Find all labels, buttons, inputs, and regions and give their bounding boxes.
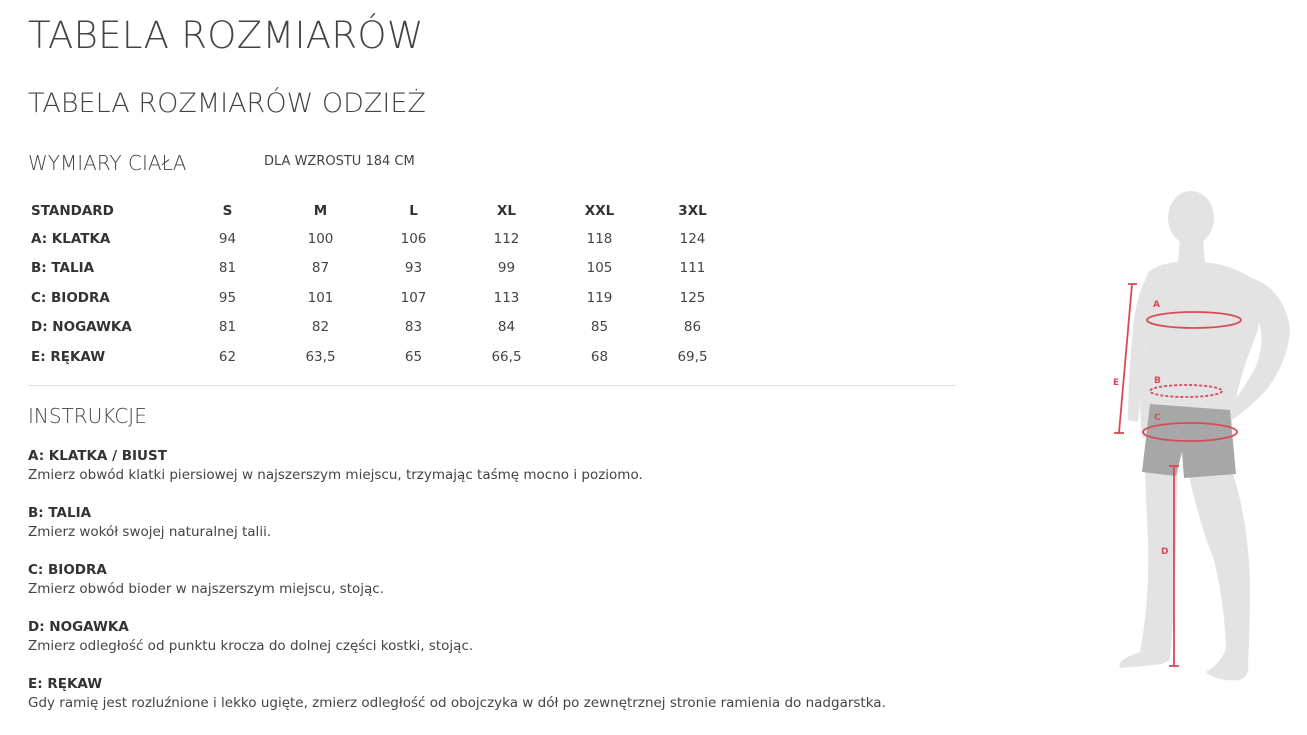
instruction-text: Zmierz obwód klatki piersiowej w najszerszym miejscu, trzymając taśmę mocno i poziomo. (28, 467, 643, 483)
instruction-heading: A: KLATKA / BIUST (28, 448, 167, 464)
instruction-heading: D: NOGAWKA (28, 619, 129, 635)
body-measurement-figure (1100, 185, 1300, 695)
section-divider (28, 385, 956, 386)
header-size-xl: XL (496, 203, 516, 219)
table-cell: 65 (404, 348, 423, 365)
instruction-text: Gdy ramię jest rozluźnione i lekko ugięte, zmierz odległość od obojczyka w dół po zewnętrznej stronie ramienia do nadgarstka. (28, 695, 886, 711)
table-cell: 118 (586, 230, 613, 247)
table-cell: 81 (218, 260, 237, 277)
table-row (28, 254, 739, 284)
instruction-text: Zmierz obwód bioder w najszerszym miejscu, stojąc. (28, 581, 384, 597)
table-cell: 62 (218, 348, 237, 365)
instruction-item (28, 562, 384, 597)
page-subtitle: TABELA ROZMIARÓW ODZIEŻ (28, 88, 426, 119)
instruction-text: Zmierz wokół swojej naturalnej talii. (28, 524, 272, 540)
instruction-item (28, 676, 886, 711)
table-cell: 99 (497, 260, 516, 277)
label-b: B (1154, 376, 1161, 386)
row-label: E: RĘKAW (31, 348, 106, 365)
table-cell: 106 (400, 230, 427, 247)
row-label: B: TALIA (31, 260, 95, 277)
table-cell: 81 (218, 319, 237, 336)
label-a: A (1153, 300, 1160, 310)
size-table-header-row (28, 198, 739, 224)
header-size-m: M (313, 203, 328, 219)
body-measurements-title: WYMIARY CIAŁA (28, 151, 187, 175)
table-cell: 82 (311, 319, 330, 336)
instruction-heading: E: RĘKAW (28, 676, 103, 692)
table-cell: 69,5 (677, 348, 708, 365)
table-cell: 124 (679, 230, 706, 247)
instruction-heading: C: BIODRA (28, 562, 107, 578)
table-cell: 105 (586, 260, 613, 277)
header-size-3xl: 3XL (678, 203, 707, 219)
size-table (28, 198, 739, 372)
table-cell: 101 (307, 289, 334, 306)
label-c: C (1154, 413, 1161, 423)
table-cell: 113 (493, 289, 520, 306)
table-cell: 86 (683, 319, 702, 336)
table-cell: 66,5 (491, 348, 522, 365)
table-cell: 111 (679, 260, 706, 277)
table-cell: 93 (404, 260, 423, 277)
table-cell: 125 (679, 289, 706, 306)
table-cell: 94 (218, 230, 237, 247)
table-cell: 95 (218, 289, 237, 306)
instruction-item (28, 619, 473, 654)
table-cell: 63,5 (305, 348, 336, 365)
table-cell: 100 (307, 230, 334, 247)
header-size-s: S (222, 203, 233, 219)
table-row (28, 342, 739, 372)
instruction-heading: B: TALIA (28, 505, 92, 521)
height-note: DLA WZROSTU 184 CM (264, 154, 415, 169)
label-e: E (1113, 378, 1120, 388)
table-row (28, 224, 739, 254)
instruction-item (28, 505, 271, 540)
instruction-text: Zmierz odległość od punktu krocza do dolnej części kostki, stojąc. (28, 638, 474, 654)
table-cell: 107 (400, 289, 427, 306)
table-row (28, 283, 739, 313)
table-cell: 83 (404, 319, 423, 336)
header-size-l: L (409, 203, 418, 219)
header-size-xxl: XXL (584, 203, 615, 219)
table-cell: 119 (586, 289, 613, 306)
row-label: D: NOGAWKA (31, 319, 132, 336)
row-label: A: KLATKA (31, 230, 111, 247)
table-cell: 87 (311, 260, 330, 277)
page-title: TABELA ROZMIARÓW (28, 14, 424, 57)
instruction-item (28, 448, 643, 483)
row-label: C: BIODRA (31, 289, 110, 306)
table-cell: 85 (590, 319, 609, 336)
label-d: D (1161, 547, 1169, 557)
instructions-title: INSTRUKCJE (28, 404, 147, 428)
table-row (28, 313, 739, 343)
header-standard: STANDARD (31, 203, 114, 219)
table-cell: 112 (493, 230, 520, 247)
table-cell: 68 (590, 348, 609, 365)
table-cell: 84 (497, 319, 516, 336)
